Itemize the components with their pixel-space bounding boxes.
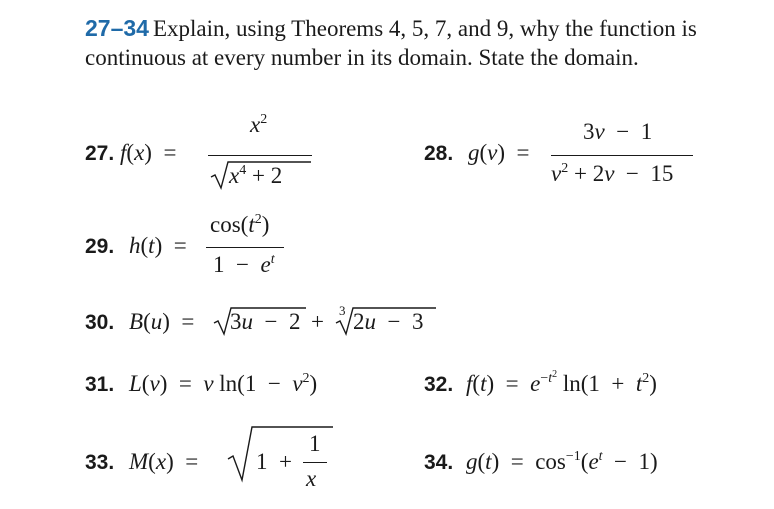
problem-lhs: g(v) =	[468, 140, 530, 165]
radicand-2: 2u − 3	[353, 309, 424, 334]
problem-number: 28.	[424, 142, 454, 165]
problem-number: 31.	[85, 373, 115, 396]
numerator: $x^2$	[250, 112, 268, 137]
instruction-text: Explain, using Theorems 4, 5, 7, and 9, why the function is continuous at every number in its domain. State the domain.	[85, 16, 697, 70]
problem-number: 27.	[85, 142, 115, 165]
problem-number: 34.	[424, 451, 454, 474]
numerator: 1	[309, 431, 321, 456]
problem-expression: L(v) = v $\ln(1 - v^2)$	[129, 371, 318, 396]
problem-expression: $g(t) = \cos^{-1}(e^t - 1)$	[466, 449, 658, 474]
problem-lhs: M(x) =	[129, 449, 199, 474]
problem-lhs: f(x) =	[120, 140, 177, 165]
problem-expression: $f(t) = e^{-t^2}$ $\ln(1 + t^2)$	[466, 369, 657, 396]
numerator: $\cos(t^2)$	[210, 212, 270, 237]
problem-number: 29.	[85, 235, 115, 258]
fraction-bar	[551, 155, 693, 156]
denominator: $x^4 + 2$	[229, 163, 283, 188]
denominator: $v^2 + 2v - 15$	[551, 161, 674, 186]
exercise-range: 27–34	[85, 15, 149, 41]
radicand-1: 3u − 2	[230, 309, 301, 334]
problem-number: 33.	[85, 451, 115, 474]
fraction-bar	[206, 247, 284, 248]
problem-number: 32.	[424, 373, 454, 396]
fraction-bar	[208, 155, 312, 156]
radicand: 1 +	[256, 449, 292, 474]
problem-lhs: h(t) =	[129, 233, 187, 258]
numerator: 3v − 1	[583, 119, 653, 144]
problem-number: 30.	[85, 311, 115, 334]
plus-sign: +	[311, 309, 324, 334]
denominator: x	[306, 466, 317, 491]
cube-root-index: 3	[339, 303, 346, 318]
exercise-instructions	[85, 14, 725, 72]
problem-lhs: B(u) =	[129, 309, 195, 334]
denominator: $1 - e^t$	[213, 252, 275, 277]
fraction-bar	[303, 462, 327, 463]
